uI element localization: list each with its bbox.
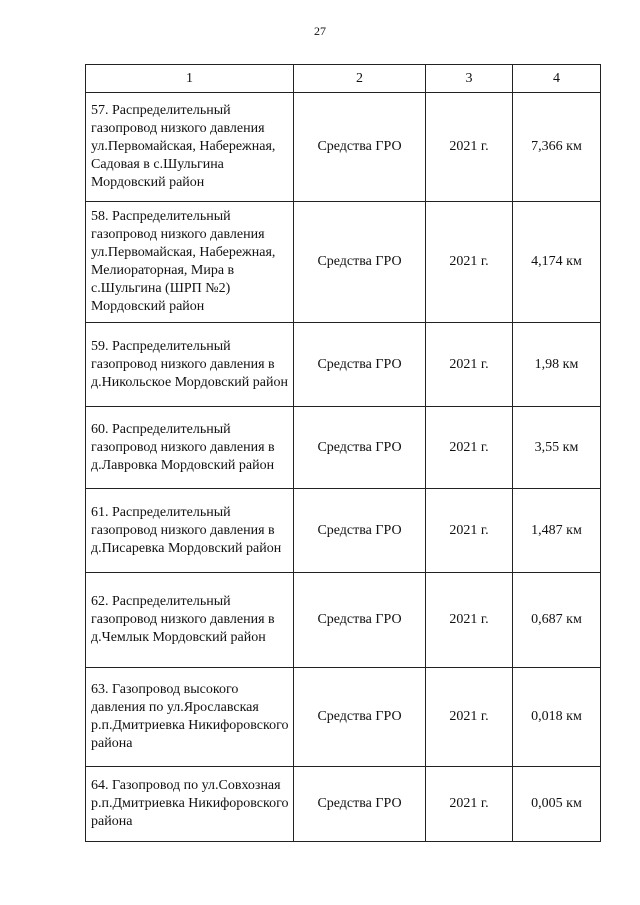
page-number: 27 xyxy=(314,24,326,38)
gas-pipeline-table xyxy=(85,64,601,842)
length: 1,98 км xyxy=(513,323,601,407)
funding-source: Средства ГРО xyxy=(294,323,426,407)
funding-source: Средства ГРО xyxy=(294,489,426,573)
year: 2021 г. xyxy=(426,489,513,573)
table-row xyxy=(86,202,601,323)
year: 2021 г. xyxy=(426,573,513,668)
year: 2021 г. xyxy=(426,407,513,489)
header-col-3: 3 xyxy=(426,65,513,93)
table-row xyxy=(86,573,601,668)
funding-source: Средства ГРО xyxy=(294,767,426,842)
year: 2021 г. xyxy=(426,323,513,407)
table-row xyxy=(86,407,601,489)
table-row xyxy=(86,767,601,842)
length: 0,005 км xyxy=(513,767,601,842)
header-col-4: 4 xyxy=(513,65,601,93)
object-name: 62. Распределительный газопровод низкого давления в д.Чемлык Мордовский район xyxy=(86,573,294,668)
length: 1,487 км xyxy=(513,489,601,573)
object-name: 60. Распределительный газопровод низкого давления в д.Лавровка Мордовский район xyxy=(86,407,294,489)
funding-source: Средства ГРО xyxy=(294,202,426,323)
funding-source: Средства ГРО xyxy=(294,93,426,202)
object-name: 61. Распределительный газопровод низкого давления в д.Писаревка Мордовский район xyxy=(86,489,294,573)
object-name: 59. Распределительный газопровод низкого давления в д.Никольское Мордовский район xyxy=(86,323,294,407)
object-name: 64. Газопровод по ул.Совхозная р.п.Дмитриевка Никифоровского района xyxy=(86,767,294,842)
table-row xyxy=(86,489,601,573)
year: 2021 г. xyxy=(426,202,513,323)
object-name: 58. Распределительный газопровод низкого давления ул.Первомайская, Набережная, Мелиораторная, Мира в с.Шульгина (ШРП №2) Мордовский район xyxy=(86,202,294,323)
object-name: 57. Распределительный газопровод низкого давления ул.Первомайская, Набережная, Садовая в с.Шульгина Мордовский район xyxy=(86,93,294,202)
header-col-1: 1 xyxy=(86,65,294,93)
length: 7,366 км xyxy=(513,93,601,202)
header-col-2: 2 xyxy=(294,65,426,93)
table-row xyxy=(86,93,601,202)
object-name: 63. Газопровод высокого давления по ул.Ярославская р.п.Дмитриевка Никифоровского района xyxy=(86,668,294,767)
length: 0,018 км xyxy=(513,668,601,767)
table-row xyxy=(86,668,601,767)
funding-source: Средства ГРО xyxy=(294,407,426,489)
length: 4,174 км xyxy=(513,202,601,323)
length: 0,687 км xyxy=(513,573,601,668)
funding-source: Средства ГРО xyxy=(294,668,426,767)
table-row xyxy=(86,323,601,407)
year: 2021 г. xyxy=(426,767,513,842)
year: 2021 г. xyxy=(426,668,513,767)
length: 3,55 км xyxy=(513,407,601,489)
funding-source: Средства ГРО xyxy=(294,573,426,668)
table-header-row xyxy=(86,65,601,93)
year: 2021 г. xyxy=(426,93,513,202)
